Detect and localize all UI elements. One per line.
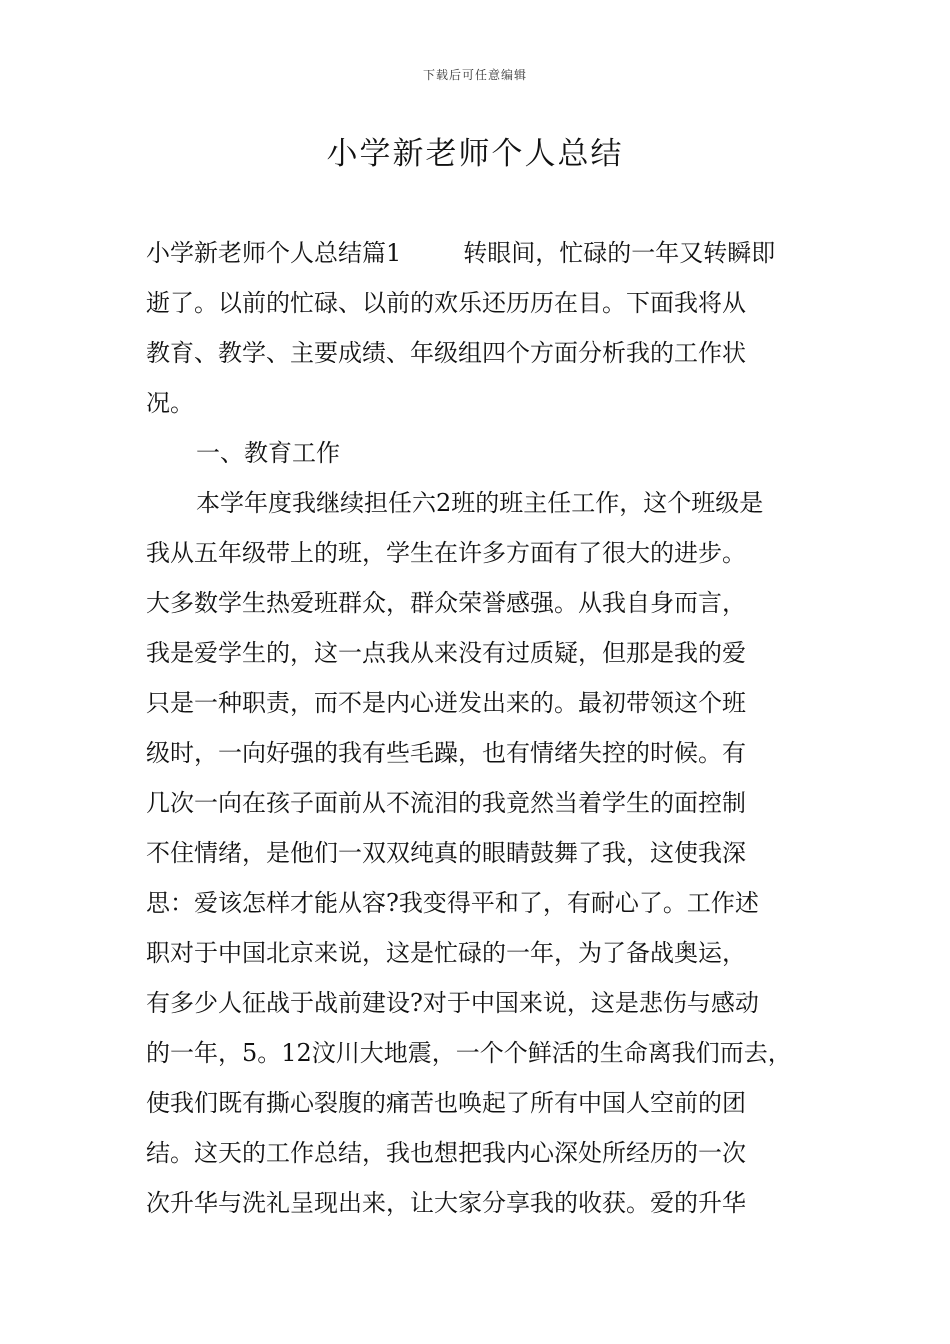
paragraph-line: 教育、教学、主要成绩、年级组四个方面分析我的工作状 (146, 339, 746, 367)
paragraph-prefix: 小学新老师个人总结篇1 (146, 239, 402, 267)
paragraph-line (146, 228, 830, 278)
paragraph-line: 思：爱该怎样才能从容?我变得平和了，有耐心了。工作述 (146, 889, 759, 917)
paragraph-line: 况。 (146, 389, 194, 417)
paragraph-line: 几次一向在孩子面前从不流泪的我竟然当着学生的面控制 (146, 789, 746, 817)
paragraph-line: 次升华与洗礼呈现出来，让大家分享我的收获。爱的升华 (146, 1189, 746, 1217)
paragraph-line: 只是一种职责，而不是内心迸发出来的。最初带领这个班 (146, 689, 746, 717)
section-heading-line (146, 428, 830, 478)
paragraph-line: 我是爱学生的，这一点我从来没有过质疑，但那是我的爱 (146, 639, 746, 667)
paragraph-line: 级时，一向好强的我有些毛躁，也有情绪失控的时候。有 (146, 739, 746, 767)
paragraph-line: 我从五年级带上的班，学生在许多方面有了很大的进步。 (146, 539, 746, 567)
paragraph-line (146, 478, 830, 528)
section-heading: 一、教育工作 (196, 439, 340, 467)
paragraph-line: 的一年，5。12汶川大地震，一个个鲜活的生命离我们而去， (146, 1039, 792, 1067)
header-note: 下载后可任意编辑 (422, 68, 527, 82)
paragraph-line: 有多少人征战于战前建设?对于中国来说，这是悲伤与感动 (146, 989, 759, 1017)
paragraph-line: 使我们既有撕心裂腹的痛苦也唤起了所有中国人空前的团 (146, 1089, 746, 1117)
paragraph-text: 转眼间，忙碌的一年又转瞬即 (463, 239, 776, 267)
document-body (146, 228, 830, 1228)
paragraph-line: 结。这天的工作总结，我也想把我内心深处所经历的一次 (146, 1139, 746, 1167)
paragraph-line: 不住情绪，是他们一双双纯真的眼睛鼓舞了我，这使我深 (146, 839, 746, 867)
document-title: 小学新老师个人总结 (326, 136, 624, 172)
paragraph-line: 大多数学生热爱班群众，群众荣誉感强。从我自身而言， (146, 589, 746, 617)
paragraph-text: 本学年度我继续担任六2班的班主任工作，这个班级是 (196, 489, 764, 517)
paragraph-line: 职对于中国北京来说，这是忙碌的一年，为了备战奥运， (146, 939, 746, 967)
paragraph-line: 逝了。以前的忙碌、以前的欢乐还历历在目。下面我将从 (146, 289, 746, 317)
